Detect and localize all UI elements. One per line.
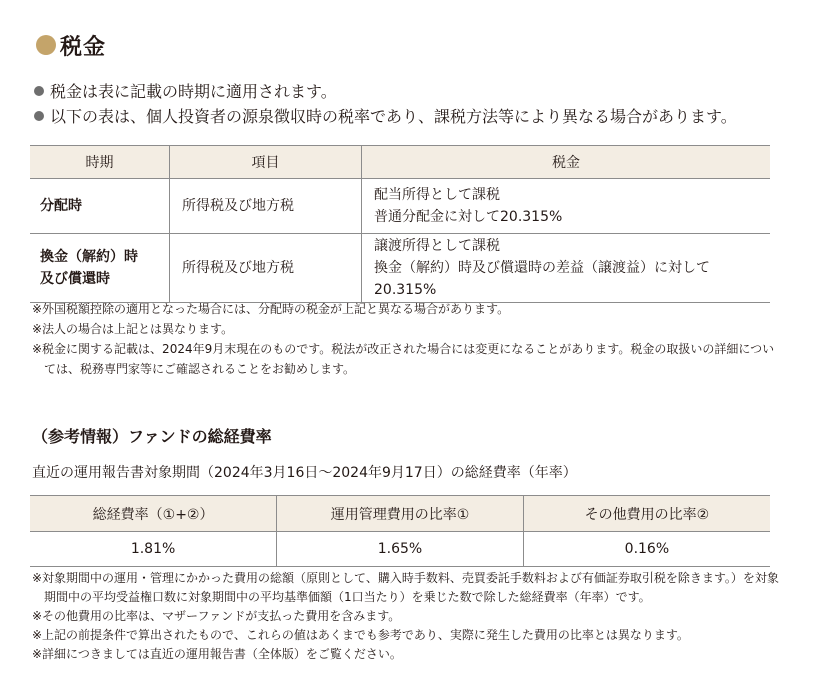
cost-table <box>30 495 770 567</box>
bullet-icon <box>34 111 44 121</box>
bullet-icon <box>34 86 44 96</box>
timing-cell <box>30 234 170 303</box>
timing-text: 及び償還時 <box>40 271 110 287</box>
tax-line: 配当所得として課税 <box>374 187 500 203</box>
tax-line: 譲渡所得として課税 <box>374 238 500 254</box>
note-item: ※税金に関する記載は、2024年9月末現在のものです。税法が改正された場合には変更になることがあります。税金の取扱いの詳細については、税務専門家等にご確認されることをお勧めします。 <box>32 342 775 376</box>
note-item: ※詳細につきましては直近の運用報告書（全体版）をご覧ください。 <box>32 647 402 661</box>
bullet-text: 税金は表に記載の時期に適用されます。 <box>50 82 337 101</box>
note-item: ※上記の前提条件で算出されたもので、これらの値はあくまでも参考であり、実際に発生した費用の比率とは異なります。 <box>32 628 689 642</box>
heading-dot-icon <box>36 35 56 55</box>
table-row <box>30 234 770 303</box>
note-item: ※対象期間中の運用・管理にかかった費用の総額（原則として、購入時手数料、売買委託手数料および有価証券取引税を除きます。）を対象期間中の平均受益権口数に対象期間中の平均基準価額（1口当たり）を乗じた数で除した総経費率（年率）です。 <box>32 571 779 604</box>
timing-text: 換金（解約）時 <box>40 249 138 265</box>
header-management-ratio: 運用管理費用の比率① <box>277 496 524 532</box>
header-other-ratio: その他費用の比率② <box>523 496 770 532</box>
timing-cell <box>30 179 170 234</box>
note-item: ※その他費用の比率は、マザーファンドが支払った費用を含みます。 <box>32 609 401 623</box>
note-item: ※外国税額控除の適用となった場合には、分配時の税金が上記と異なる場合があります。 <box>32 302 510 316</box>
header-total-ratio: 総経費率（①+②） <box>30 496 277 532</box>
bullet-item <box>34 103 737 128</box>
tax-table <box>30 145 770 303</box>
tax-notes <box>32 299 782 379</box>
total-ratio-value: 1.81% <box>30 532 277 567</box>
timing-text: 分配時 <box>40 198 82 214</box>
bullet-list <box>34 78 737 128</box>
cost-notes <box>32 569 784 664</box>
section-title: 税金 <box>60 34 107 60</box>
bullet-item <box>34 78 737 103</box>
tax-line: 普通分配金に対して20.315% <box>374 209 563 225</box>
table-row <box>30 179 770 234</box>
item-cell: 所得税及び地方税 <box>170 234 362 303</box>
tax-cell <box>362 179 771 234</box>
item-cell: 所得税及び地方税 <box>170 179 362 234</box>
header-tax: 税金 <box>362 146 771 179</box>
bullet-text: 以下の表は、個人投資者の源泉徴収時の税率であり、課税方法等により異なる場合があります。 <box>50 107 737 126</box>
management-ratio-value: 1.65% <box>277 532 524 567</box>
reference-title: （参考情報）ファンドの総経費率 <box>32 427 272 446</box>
cost-table-header-row <box>30 496 770 532</box>
tax-line: 換金（解約）時及び償還時の差益（譲渡益）に対して20.315% <box>374 260 710 298</box>
tax-table-header-row <box>30 146 770 179</box>
header-item: 項目 <box>170 146 362 179</box>
other-ratio-value: 0.16% <box>523 532 770 567</box>
section-heading <box>36 30 106 60</box>
period-text: 直近の運用報告書対象期間（2024年3月16日〜2024年9月17日）の総経費率（年率） <box>32 465 577 481</box>
tax-cell <box>362 234 771 303</box>
header-timing: 時期 <box>30 146 170 179</box>
table-row <box>30 532 770 567</box>
note-item: ※法人の場合は上記とは異なります。 <box>32 322 234 336</box>
